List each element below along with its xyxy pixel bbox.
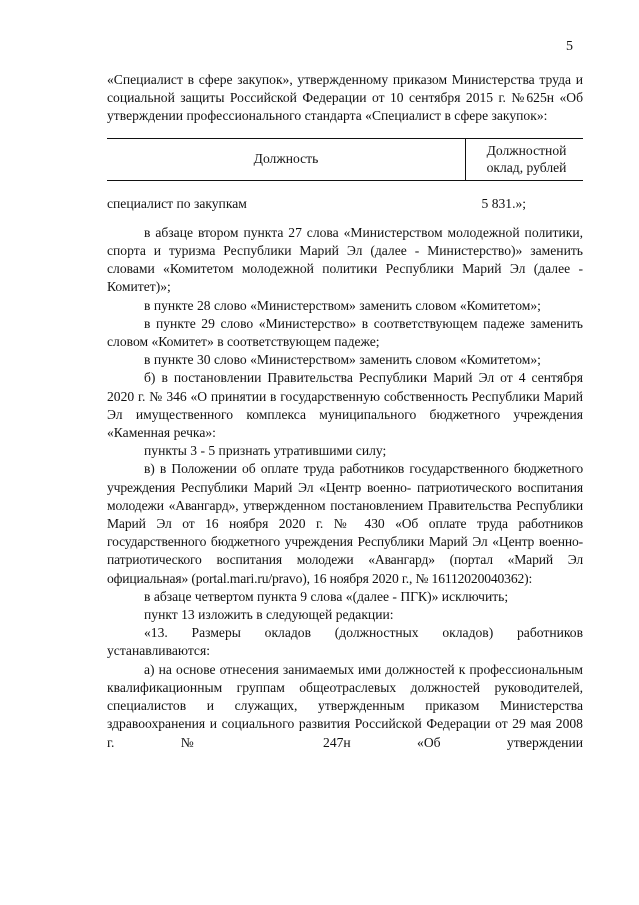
paragraph-line: «Центр военно-патриотического воспитания молодежи «Авангард» (107, 534, 584, 568)
paragraph-item-13a (107, 661, 583, 752)
paragraph-line: Министерство)» заменить словами «Комитетом молодежной политики (107, 243, 583, 277)
paragraph-line: в пункте 29 слово «Министерство» в соответствующем падеже (144, 315, 525, 331)
paragraph-line: «13. Размеры окладов (должностных окладов) работников (144, 625, 583, 641)
intro-line: 2015 г. №625н «Об утверждении профессионального стандарта (107, 90, 583, 124)
intro-line: «Специалист в сфере закупок»: (365, 108, 548, 124)
paragraph-line: в абзаце втором пункта 27 слова «Министерством молодежной (144, 224, 520, 240)
paragraph-line: а) на основе отнесения занимаемых ими должностей (144, 661, 455, 677)
paragraph-line: приказом Министерства здравоохранения и социального развития (107, 698, 583, 732)
paragraph-line: политики, спорта и туризма Республики Марий Эл (далее - (107, 224, 583, 259)
column-header-salary-line1: Должностной (486, 142, 567, 158)
paragraph-item-28 (107, 297, 583, 315)
paragraph-line: 2020 г., № 16112020040362): (372, 570, 533, 586)
paragraph-items-3-5: пункты 3 - 5 признать утратившими силу; (144, 443, 387, 459)
intro-paragraph (107, 71, 583, 126)
paragraph-item-30 (107, 351, 583, 369)
paragraph-item-13-intro: пункт 13 изложить в следующей редакции: (144, 607, 394, 623)
paragraph-b-resolution-346 (107, 369, 583, 442)
intro-line: труда и социальной защиты Российской Федерации от 10 сентября (107, 72, 583, 106)
paragraph-c-regulation-430 (107, 460, 583, 587)
paragraph-line: (портал «Марий Эл официальная» (portal.mari.ru/pravo), 16 ноября (107, 552, 583, 586)
paragraph-line: в) в Положении об оплате труда работников государственного (144, 461, 509, 477)
page-number: 5 (566, 39, 573, 54)
paragraph-line: постановлением Правительства Республики Марий Эл (107, 497, 584, 532)
cell-position: специалист по закупкам (107, 195, 247, 211)
paragraph-line: собственность Республики Марий Эл имущественного комплекса (107, 388, 583, 422)
paragraph-item-9: в абзаце четвертом пункта 9 слова «(далее - ПГК)» исключить; (144, 588, 509, 604)
paragraph-line: «Комитетом»; (459, 352, 541, 368)
paragraph-line: муниципального бюджетного учреждения «Каменная речка»: (107, 406, 584, 441)
paragraph-line: в пункте 30 слово «Министерством» заменить словом (144, 352, 457, 368)
paragraph-line: патриотического воспитания молодежи «Авангард», утвержденном (107, 479, 583, 513)
paragraph-line: в пункте 28 слово «Министерством» заменить словом (144, 297, 457, 313)
paragraph-line: должностей руководителей, специалистов и служащих, утвержденным (107, 679, 583, 714)
cell-salary: 5 831.»; (481, 195, 527, 211)
column-header-salary (466, 138, 584, 180)
paragraph-line: «Комитетом»; (459, 297, 541, 313)
paragraph-line: от 4 сентября 2020 г. № 346 «О принятии в государственную (107, 370, 584, 404)
table-row (107, 180, 583, 213)
paragraph-item-27 (107, 224, 583, 297)
paragraph-line: бюджетного учреждения Республики Марий Эл «Центр военно- (107, 461, 583, 495)
paragraph-line: от 16 ноября 2020 г. № 430 «Об оплате труда работников (182, 516, 584, 532)
paragraph-line: государственного бюджетного учреждения Республики Марий Эл (107, 534, 488, 550)
paragraph-line: Российской Федерации от 29 мая 2008 г. № 247н «Об утверждении (107, 716, 583, 750)
paragraph-line: устанавливаются: (107, 643, 210, 659)
intro-line: «Специалист в сфере закупок», утвержденному приказом Министерства (107, 72, 535, 87)
salary-table (107, 138, 583, 213)
table-header-row (107, 138, 583, 180)
paragraph-line: Республики Марий Эл (далее - Комитет)»; (107, 261, 583, 295)
paragraph-line: заменить словом «Комитет» в соответствующем падеже; (107, 315, 583, 350)
paragraph-line: к профессиональным квалификационным группам общеотраслевых (107, 661, 583, 695)
column-header-salary-line2: оклад, рублей (486, 159, 567, 175)
paragraph-item-13-text (107, 624, 583, 660)
paragraph-item-29 (107, 315, 583, 351)
document-body (107, 71, 583, 752)
column-header-position: Должность (107, 138, 466, 180)
paragraph-line: б) в постановлении Правительства Республики Марий Эл (144, 370, 495, 386)
